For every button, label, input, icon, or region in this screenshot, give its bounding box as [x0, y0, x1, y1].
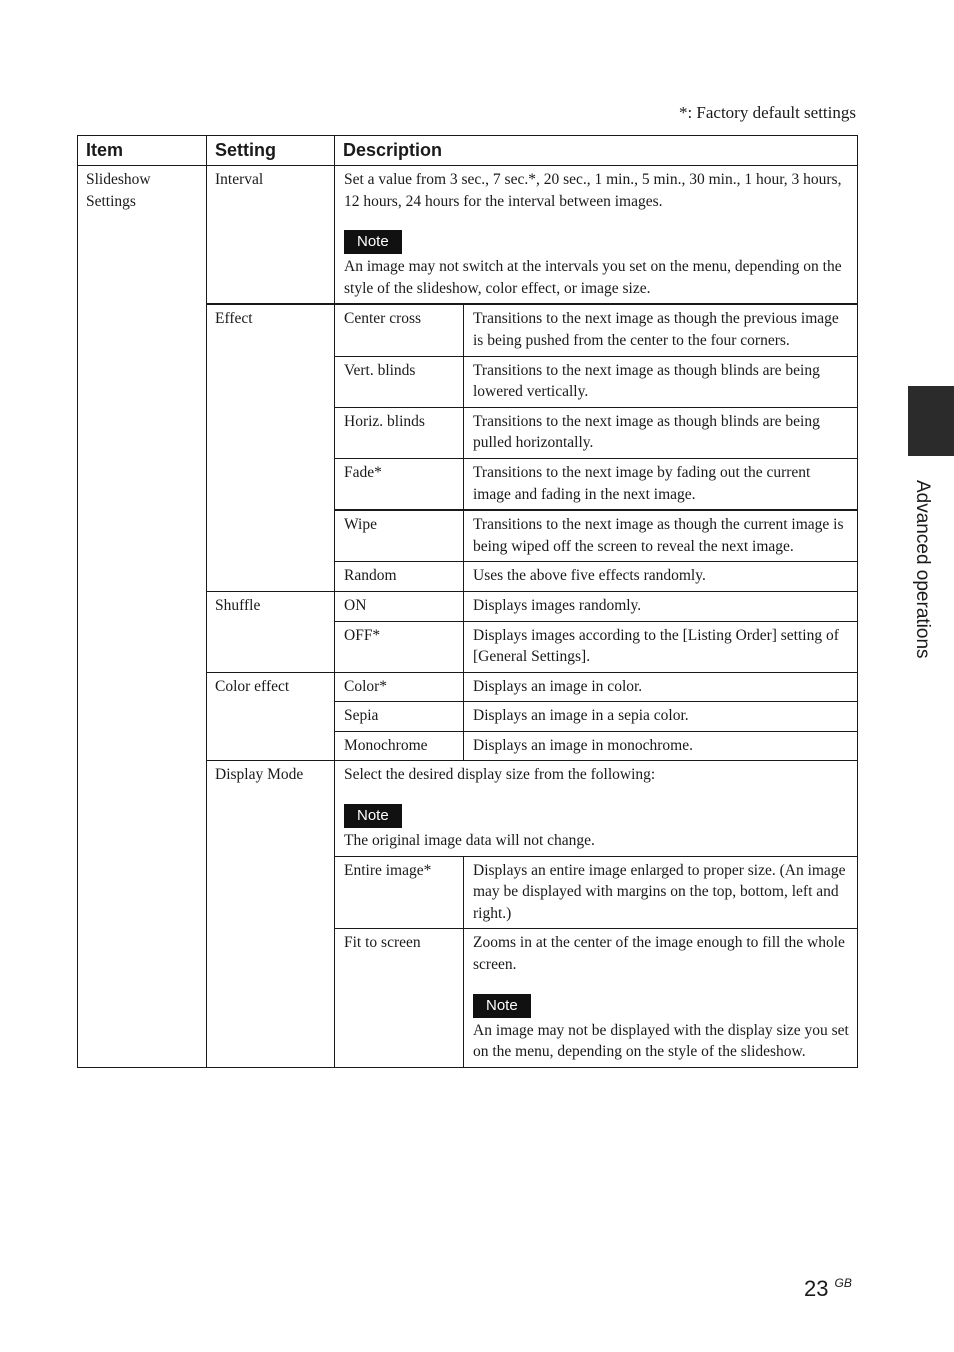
- option-name: ON: [335, 591, 464, 621]
- option-description: Transitions to the next image as though blinds are being pulled horizontally.: [464, 407, 858, 458]
- option-description: Displays images according to the [Listing Order] setting of [General Settings].: [464, 621, 858, 672]
- option-description: Displays an image in a sepia color.: [464, 702, 858, 732]
- note-badge: Note: [473, 994, 531, 1018]
- factory-default-legend: *: Factory default settings: [678, 103, 856, 122]
- table-header-row: [78, 136, 858, 166]
- header-description: Description: [335, 136, 858, 166]
- option-name: Wipe: [335, 510, 464, 562]
- option-description-cell: [464, 929, 858, 1067]
- item-cell: Slideshow Settings: [78, 166, 207, 1068]
- setting-color-effect: Color effect: [207, 672, 335, 761]
- option-name: OFF*: [335, 621, 464, 672]
- option-description: Transitions to the next image as though the previous image is being pushed from the center to the four corners.: [464, 304, 858, 356]
- interval-description: Set a value from 3 sec., 7 sec.*, 20 sec., 1 min., 5 min., 30 min., 1 hour, 3 hours, 12 hours, 24 hours for the interval between images.: [344, 171, 842, 210]
- option-name: Color*: [335, 672, 464, 702]
- setting-display-mode: Display Mode: [207, 761, 335, 1067]
- option-description: Displays an image in monochrome.: [464, 731, 858, 761]
- option-name: Fade*: [335, 458, 464, 510]
- note-badge: Note: [344, 230, 402, 254]
- section-tab-label: Advanced operations: [912, 480, 933, 659]
- interval-note: An image may not switch at the intervals you set on the menu, depending on the style of the slideshow, color effect, or image size.: [344, 258, 842, 297]
- note-badge: Note: [344, 804, 402, 828]
- option-description: Displays images randomly.: [464, 591, 858, 621]
- header-setting: Setting: [207, 136, 335, 166]
- option-name: Entire image*: [335, 856, 464, 929]
- option-name: Horiz. blinds: [335, 407, 464, 458]
- setting-interval: Interval: [207, 166, 335, 305]
- option-name: Vert. blinds: [335, 356, 464, 407]
- display-mode-note: The original image data will not change.: [344, 832, 595, 850]
- option-description: Displays an entire image enlarged to proper size. (An image may be displayed with margins on the top, bottom, left and right.): [464, 856, 858, 929]
- option-description: Uses the above five effects randomly.: [464, 562, 858, 592]
- header-item: Item: [78, 136, 207, 166]
- fit-to-screen-note: An image may not be displayed with the display size you set on the menu, depending on the style of the slideshow.: [473, 1021, 849, 1061]
- display-mode-description-cell: [335, 761, 858, 856]
- option-description: Transitions to the next image by fading out the current image and fading in the next image.: [464, 458, 858, 510]
- setting-shuffle: Shuffle: [207, 591, 335, 672]
- option-name: Random: [335, 562, 464, 592]
- option-name: Center cross: [335, 304, 464, 356]
- option-description: Zooms in at the center of the image enough to fill the whole screen.: [473, 934, 845, 974]
- option-description: Displays an image in color.: [464, 672, 858, 702]
- option-name: Fit to screen: [335, 929, 464, 1067]
- section-tab-marker: [908, 386, 954, 456]
- settings-table: [77, 135, 858, 1068]
- table-row: [78, 166, 858, 305]
- page-number: [804, 1276, 852, 1302]
- display-mode-description: Select the desired display size from the following:: [344, 766, 656, 784]
- interval-description-cell: [335, 166, 858, 305]
- page-region-code: GB: [834, 1276, 852, 1290]
- option-description: Transitions to the next image as though blinds are being lowered vertically.: [464, 356, 858, 407]
- option-name: Monochrome: [335, 731, 464, 761]
- option-description: Transitions to the next image as though the current image is being wiped off the screen to reveal the next image.: [464, 510, 858, 562]
- option-name: Sepia: [335, 702, 464, 732]
- setting-effect: Effect: [207, 304, 335, 591]
- page-number-value: 23: [804, 1276, 829, 1301]
